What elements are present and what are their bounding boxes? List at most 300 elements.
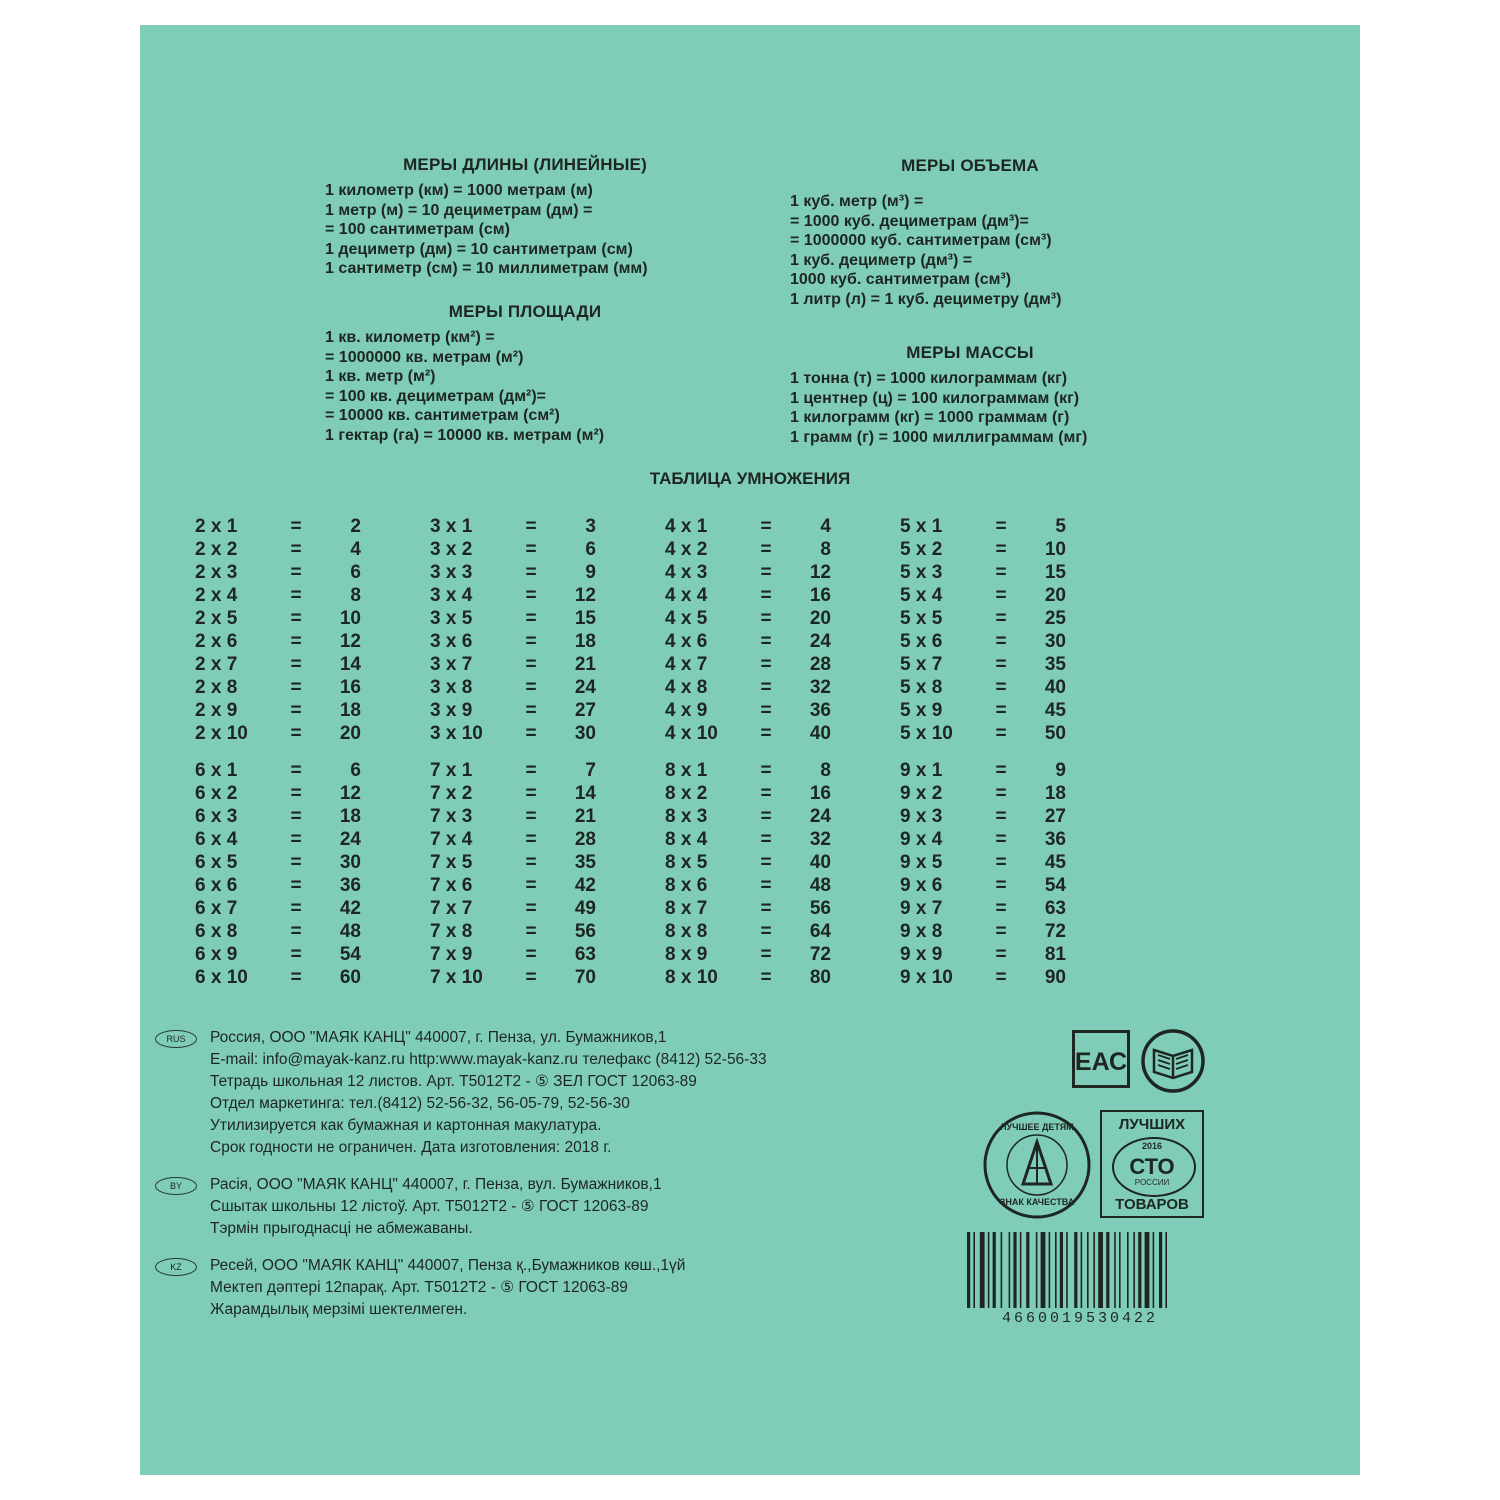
multiplication-result: 45: [1044, 852, 1066, 873]
equals-sign: =: [290, 585, 302, 606]
multiplication-row: [195, 759, 430, 782]
multiplication-result: 8: [820, 539, 831, 560]
multiplication-expression: 4 x 2: [665, 539, 708, 560]
multiplication-result: 12: [339, 631, 361, 652]
barcode-bar: [1133, 1232, 1135, 1308]
multiplication-row: [665, 676, 900, 699]
multiplication-row: [900, 538, 1135, 561]
multiplication-row: [195, 584, 430, 607]
multiplication-expression: 9 x 4: [900, 829, 943, 850]
multiplication-row: [665, 630, 900, 653]
barcode-bar: [1093, 1232, 1095, 1308]
multiplication-result: 72: [809, 944, 831, 965]
multiplication-row: [430, 782, 665, 805]
multiplication-row: [195, 561, 430, 584]
barcode-bar: [1106, 1232, 1109, 1308]
equals-sign: =: [290, 829, 302, 850]
info-line: Отдел маркетинга: тел.(8412) 52-56-32, 56-05-79, 52-56-30: [210, 1095, 630, 1112]
equals-sign: =: [525, 723, 537, 744]
barcode-bar: [980, 1232, 985, 1308]
multiplication-column-3: [430, 515, 665, 745]
equals-sign: =: [760, 585, 772, 606]
multiplication-expression: 8 x 1: [665, 760, 708, 781]
barcode-bar: [1114, 1232, 1116, 1308]
equals-sign: =: [760, 944, 772, 965]
equals-sign: =: [290, 539, 302, 560]
multiplication-result: 28: [574, 829, 596, 850]
multiplication-row: [195, 722, 430, 745]
multiplication-expression: 2 x 9: [195, 700, 238, 721]
barcode-bar: [1119, 1232, 1121, 1308]
area-measures-title: МЕРЫ ПЛОЩАДИ: [448, 302, 602, 321]
equals-sign: =: [760, 654, 772, 675]
multiplication-result: 6: [350, 760, 361, 781]
multiplication-result: 7: [585, 760, 596, 781]
sto-country-text: РОССИИ: [1134, 1178, 1170, 1187]
multiplication-result: 25: [1044, 608, 1066, 629]
multiplication-expression: 6 x 8: [195, 921, 238, 942]
multiplication-expression: 2 x 7: [195, 654, 238, 675]
multiplication-result: 12: [809, 562, 831, 583]
equals-sign: =: [525, 631, 537, 652]
multiplication-result: 60: [339, 967, 361, 988]
equals-sign: =: [760, 967, 772, 988]
multiplication-expression: 7 x 7: [430, 898, 473, 919]
multiplication-expression: 6 x 1: [195, 760, 238, 781]
multiplication-row: [900, 782, 1135, 805]
measure-line: 1000 куб. сантиметрам (см³): [790, 271, 1012, 288]
multiplication-result: 10: [1044, 539, 1066, 560]
info-line: Тетрадь школьная 12 листов. Арт. Т5012Т2 - ⑤ ЗЕЛ ГОСТ 12063-89: [210, 1073, 697, 1090]
measure-line: = 1000 куб. дециметрам (дм³)=: [790, 212, 1029, 230]
measure-line: 1 грамм (г) = 1000 миллиграммам (мг): [790, 428, 1088, 446]
multiplication-result: 27: [574, 700, 596, 721]
multiplication-result: 10: [339, 608, 361, 629]
measure-line: = 10000 кв. сантиметрам (см²): [325, 407, 560, 424]
multiplication-row: [900, 943, 1135, 966]
multiplication-expression: 5 x 4: [900, 585, 943, 606]
equals-sign: =: [760, 783, 772, 804]
equals-sign: =: [760, 806, 772, 827]
equals-sign: =: [525, 852, 537, 873]
multiplication-expression: 8 x 9: [665, 944, 708, 965]
multiplication-row: [665, 805, 900, 828]
multiplication-row: [430, 630, 665, 653]
measure-line: 1 кв. километр (км²) =: [325, 329, 495, 346]
multiplication-row: [430, 722, 665, 745]
barcode-bar: [1138, 1232, 1141, 1308]
multiplication-row: [665, 722, 900, 745]
multiplication-result: 16: [809, 585, 831, 606]
equals-sign: =: [995, 677, 1007, 698]
equals-sign: =: [525, 608, 537, 629]
equals-sign: =: [290, 608, 302, 629]
multiplication-expression: 3 x 6: [430, 631, 473, 652]
multiplication-row: [900, 607, 1135, 630]
multiplication-row: [195, 699, 430, 722]
multiplication-row: [195, 538, 430, 561]
multiplication-result: 4: [350, 539, 361, 560]
multiplication-result: 8: [350, 585, 361, 606]
best-for-kids-seal-text: ЛУЧШЕЕ ДЕТЯМ: [1000, 1122, 1074, 1132]
multiplication-expression: 3 x 9: [430, 700, 473, 721]
multiplication-row: [430, 561, 665, 584]
multiplication-result: 81: [1044, 944, 1066, 965]
multiplication-result: 32: [809, 677, 831, 698]
measure-line: 1 центнер (ц) = 100 килограммам (кг): [790, 389, 1080, 407]
multiplication-expression: 6 x 9: [195, 944, 238, 965]
multiplication-row: [430, 653, 665, 676]
multiplication-expression: 2 x 5: [195, 608, 238, 629]
flag-by-badge: BY: [155, 1177, 197, 1195]
measure-line: 1 гектар (га) = 10000 кв. метрам (м²): [325, 426, 605, 444]
equals-sign: =: [760, 516, 772, 537]
multiplication-expression: 8 x 7: [665, 898, 708, 919]
multiplication-result: 40: [809, 852, 831, 873]
multiplication-result: 63: [574, 944, 596, 965]
equals-sign: =: [525, 783, 537, 804]
sto-mid-text: СТО: [1129, 1154, 1175, 1179]
equals-sign: =: [995, 875, 1007, 896]
length-measures-title: МЕРЫ ДЛИНЫ (ЛИНЕЙНЫЕ): [403, 155, 647, 174]
multiplication-expression: 7 x 1: [430, 760, 473, 781]
measure-line: 1 метр (м) = 10 дециметрам (дм) =: [325, 201, 593, 219]
multiplication-expression: 7 x 6: [430, 875, 473, 896]
mass-measures-section: [790, 343, 1150, 447]
length-measures-section: [325, 155, 725, 279]
sto-top-text: ЛУЧШИХ: [1118, 1116, 1186, 1133]
multiplication-row: [665, 699, 900, 722]
multiplication-result: 16: [339, 677, 361, 698]
barcode-bar: [1145, 1232, 1150, 1308]
equals-sign: =: [760, 921, 772, 942]
multiplication-result: 40: [809, 723, 831, 744]
equals-sign: =: [995, 760, 1007, 781]
multiplication-result: 80: [809, 967, 831, 988]
sto-bottom-text: ТОВАРОВ: [1115, 1196, 1189, 1213]
multiplication-result: 45: [1044, 700, 1066, 721]
multiplication-expression: 7 x 4: [430, 829, 473, 850]
multiplication-result: 54: [339, 944, 361, 965]
multiplication-result: 6: [585, 539, 596, 560]
equals-sign: =: [525, 654, 537, 675]
multiplication-result: 30: [574, 723, 596, 744]
multiplication-expression: 4 x 9: [665, 700, 708, 721]
multiplication-expression: 6 x 3: [195, 806, 238, 827]
multiplication-expression: 5 x 1: [900, 516, 943, 537]
multiplication-expression: 7 x 2: [430, 783, 473, 804]
multiplication-row: [900, 897, 1135, 920]
multiplication-row: [195, 515, 430, 538]
multiplication-expression: 9 x 1: [900, 760, 943, 781]
equals-sign: =: [995, 539, 1007, 560]
equals-sign: =: [525, 898, 537, 919]
equals-sign: =: [290, 875, 302, 896]
multiplication-row: [430, 515, 665, 538]
multiplication-result: 27: [1044, 806, 1066, 827]
equals-sign: =: [290, 921, 302, 942]
multiplication-row: [430, 676, 665, 699]
multiplication-result: 9: [585, 562, 596, 583]
multiplication-row: [665, 782, 900, 805]
barcode-bar: [1159, 1232, 1162, 1308]
multiplication-row: [665, 897, 900, 920]
multiplication-result: 36: [339, 875, 361, 896]
barcode-bar: [973, 1232, 975, 1308]
equals-sign: =: [760, 898, 772, 919]
multiplication-row: [665, 653, 900, 676]
equals-sign: =: [525, 967, 537, 988]
barcode-bar: [1165, 1232, 1167, 1308]
multiplication-result: 18: [339, 700, 361, 721]
multiplication-expression: 3 x 7: [430, 654, 473, 675]
barcode-bar: [1041, 1232, 1046, 1308]
multiplication-row: [900, 828, 1135, 851]
multiplication-row: [195, 897, 430, 920]
multiplication-result: 24: [339, 829, 361, 850]
equals-sign: =: [760, 677, 772, 698]
equals-sign: =: [290, 677, 302, 698]
barcode-bars: [965, 1232, 1195, 1308]
equals-sign: =: [995, 608, 1007, 629]
equals-sign: =: [760, 608, 772, 629]
multiplication-result: 2: [350, 516, 361, 537]
multiplication-expression: 3 x 2: [430, 539, 473, 560]
volume-measures-section: [790, 156, 1150, 309]
multiplication-row: [195, 607, 430, 630]
info-line: Срок годности не ограничен. Дата изготовления: 2018 г.: [210, 1139, 612, 1156]
multiplication-result: 6: [350, 562, 361, 583]
info-line: Тэрмін прыгоднасці не абмежаваны.: [210, 1220, 473, 1237]
measure-line: = 1000000 куб. сантиметрам (см³): [790, 232, 1052, 249]
equals-sign: =: [760, 631, 772, 652]
multiplication-row: [430, 851, 665, 874]
measure-line: 1 километр (км) = 1000 метрам (м): [325, 182, 593, 199]
equals-sign: =: [525, 944, 537, 965]
equals-sign: =: [995, 829, 1007, 850]
barcode-bar: [1036, 1232, 1038, 1308]
multiplication-result: 8: [820, 760, 831, 781]
equals-sign: =: [290, 723, 302, 744]
multiplication-expression: 9 x 7: [900, 898, 943, 919]
multiplication-column-7: [430, 759, 665, 989]
multiplication-expression: 2 x 2: [195, 539, 238, 560]
flag-rus-badge: RUS: [155, 1030, 197, 1048]
multiplication-expression: 6 x 6: [195, 875, 238, 896]
multiplication-row: [900, 699, 1135, 722]
multiplication-expression: 5 x 10: [900, 723, 953, 744]
open-book-logo-icon: [1140, 1028, 1206, 1094]
multiplication-result: 14: [339, 654, 361, 675]
multiplication-row: [195, 851, 430, 874]
equals-sign: =: [290, 700, 302, 721]
info-line: Жарамдылық мерзімі шектелмеген.: [210, 1301, 468, 1318]
measure-line: 1 литр (л) = 1 куб. дециметру (дм³): [790, 290, 1062, 308]
equals-sign: =: [995, 585, 1007, 606]
multiplication-row: [195, 874, 430, 897]
multiplication-row: [195, 782, 430, 805]
equals-sign: =: [995, 516, 1007, 537]
multiplication-expression: 5 x 3: [900, 562, 943, 583]
equals-sign: =: [760, 723, 772, 744]
multiplication-row: [195, 943, 430, 966]
info-line: Ресей, ООО "МАЯК КАНЦ" 440007, Пенза қ.,Бумажников көш.,1үй: [210, 1257, 686, 1274]
multiplication-result: 36: [809, 700, 831, 721]
barcode-bar: [1013, 1232, 1016, 1308]
multiplication-expression: 3 x 8: [430, 677, 473, 698]
equals-sign: =: [760, 562, 772, 583]
multiplication-expression: 4 x 3: [665, 562, 708, 583]
multiplication-result: 63: [1044, 898, 1066, 919]
equals-sign: =: [995, 898, 1007, 919]
multiplication-row: [430, 943, 665, 966]
multiplication-expression: 2 x 3: [195, 562, 238, 583]
equals-sign: =: [525, 829, 537, 850]
multiplication-row: [665, 943, 900, 966]
multiplication-table: [195, 515, 1135, 989]
multiplication-expression: 2 x 4: [195, 585, 238, 606]
barcode-bar: [1153, 1232, 1155, 1308]
multiplication-expression: 4 x 5: [665, 608, 708, 629]
equals-sign: =: [995, 631, 1007, 652]
multiplication-expression: 5 x 8: [900, 677, 943, 698]
best-for-kids-quality-seal: [982, 1110, 1092, 1220]
barcode-bar: [1001, 1232, 1003, 1308]
equals-sign: =: [525, 677, 537, 698]
multiplication-row: [430, 759, 665, 782]
multiplication-result: 42: [574, 875, 596, 896]
barcode-bar: [1060, 1232, 1063, 1308]
multiplication-row: [195, 966, 430, 989]
equals-sign: =: [525, 806, 537, 827]
multiplication-result: 56: [574, 921, 596, 942]
multiplication-expression: 8 x 5: [665, 852, 708, 873]
barcode-bar: [1081, 1232, 1083, 1308]
equals-sign: =: [525, 539, 537, 560]
multiplication-result: 50: [1044, 723, 1066, 744]
multiplication-row: [430, 920, 665, 943]
barcode-bar: [1127, 1232, 1129, 1308]
multiplication-result: 20: [809, 608, 831, 629]
multiplication-result: 15: [1044, 562, 1066, 583]
barcode-bar: [1026, 1232, 1029, 1308]
equals-sign: =: [290, 562, 302, 583]
measure-line: = 100 сантиметрам (см): [325, 221, 510, 238]
barcode-bar: [1066, 1232, 1068, 1308]
multiplication-result: 42: [339, 898, 361, 919]
multiplication-expression: 8 x 6: [665, 875, 708, 896]
equals-sign: =: [290, 760, 302, 781]
multiplication-expression: 3 x 3: [430, 562, 473, 583]
multiplication-expression: 6 x 2: [195, 783, 238, 804]
equals-sign: =: [525, 921, 537, 942]
multiplication-row: [195, 828, 430, 851]
multiplication-row: [900, 561, 1135, 584]
multiplication-expression: 7 x 10: [430, 967, 483, 988]
multiplication-column-5: [900, 515, 1135, 745]
multiplication-result: 24: [809, 806, 831, 827]
multiplication-expression: 2 x 1: [195, 516, 238, 537]
multiplication-expression: 2 x 6: [195, 631, 238, 652]
barcode-bar: [1087, 1232, 1089, 1308]
multiplication-expression: 3 x 4: [430, 585, 473, 606]
multiplication-result: 5: [1055, 516, 1066, 537]
multiplication-expression: 8 x 4: [665, 829, 708, 850]
multiplication-row: [900, 584, 1135, 607]
multiplication-result: 32: [809, 829, 831, 850]
barcode-bar: [1098, 1232, 1103, 1308]
multiplication-expression: 9 x 6: [900, 875, 943, 896]
multiplication-row: [900, 630, 1135, 653]
equals-sign: =: [995, 852, 1007, 873]
multiplication-row: [430, 607, 665, 630]
equals-sign: =: [760, 760, 772, 781]
measure-line: = 1000000 кв. метрам (м²): [325, 348, 524, 366]
measure-line: 1 куб. метр (м³) =: [790, 193, 924, 210]
multiplication-result: 48: [339, 921, 361, 942]
multiplication-expression: 5 x 9: [900, 700, 943, 721]
equals-sign: =: [290, 967, 302, 988]
multiplication-result: 9: [1055, 760, 1066, 781]
area-measures-section: [325, 302, 725, 445]
multiplication-expression: 9 x 5: [900, 852, 943, 873]
multiplication-row: [195, 653, 430, 676]
multiplication-expression: 8 x 3: [665, 806, 708, 827]
multiplication-row: [430, 699, 665, 722]
equals-sign: =: [525, 516, 537, 537]
multiplication-row: [900, 851, 1135, 874]
multiplication-result: 12: [339, 783, 361, 804]
multiplication-expression: 7 x 5: [430, 852, 473, 873]
multiplication-result: 21: [574, 806, 596, 827]
measure-line: 1 килограмм (кг) = 1000 граммам (г): [790, 409, 1070, 426]
multiplication-row: [900, 722, 1135, 745]
multiplication-row: [900, 920, 1135, 943]
multiplication-expression: 4 x 8: [665, 677, 708, 698]
info-line: Утилизируется как бумажная и картонная макулатура.: [210, 1117, 602, 1134]
barcode-bar: [1074, 1232, 1077, 1308]
multiplication-expression: 6 x 7: [195, 898, 238, 919]
barcode-bar: [1055, 1232, 1057, 1308]
multiplication-result: 70: [574, 967, 596, 988]
multiplication-column-2: [195, 515, 430, 745]
equals-sign: =: [290, 783, 302, 804]
multiplication-expression: 5 x 6: [900, 631, 943, 652]
multiplication-expression: 4 x 1: [665, 516, 708, 537]
equals-sign: =: [290, 806, 302, 827]
info-line: Россия, ООО "МАЯК КАНЦ" 440007, г. Пенза, ул. Бумажников,1: [210, 1029, 667, 1046]
measure-line: 1 дециметр (дм) = 10 сантиметрам (см): [325, 240, 633, 258]
equals-sign: =: [995, 562, 1007, 583]
measure-line: 1 куб. дециметр (дм³) =: [790, 251, 973, 269]
multiplication-expression: 5 x 7: [900, 654, 943, 675]
multiplication-result: 21: [574, 654, 596, 675]
equals-sign: =: [290, 516, 302, 537]
multiplication-row: [665, 966, 900, 989]
info-line: E-mail: info@mayak-kanz.ru http:www.mayak-kanz.ru телефакс (8412) 52-56-33: [210, 1051, 767, 1068]
info-line: Сшытак школьны 12 лістоў. Арт. Т5012Т2 - ⑤ ГОСТ 12063-89: [210, 1198, 649, 1215]
equals-sign: =: [525, 585, 537, 606]
multiplication-row: [430, 874, 665, 897]
multiplication-table-title: ТАБЛИЦА УМНОЖЕНИЯ: [649, 469, 851, 488]
multiplication-row: [430, 828, 665, 851]
barcode-bar: [1020, 1232, 1022, 1308]
equals-sign: =: [995, 700, 1007, 721]
multiplication-expression: 9 x 8: [900, 921, 943, 942]
measure-line: = 100 кв. дециметрам (дм²)=: [325, 387, 547, 405]
barcode-bar: [993, 1232, 996, 1308]
multiplication-row: [900, 653, 1135, 676]
